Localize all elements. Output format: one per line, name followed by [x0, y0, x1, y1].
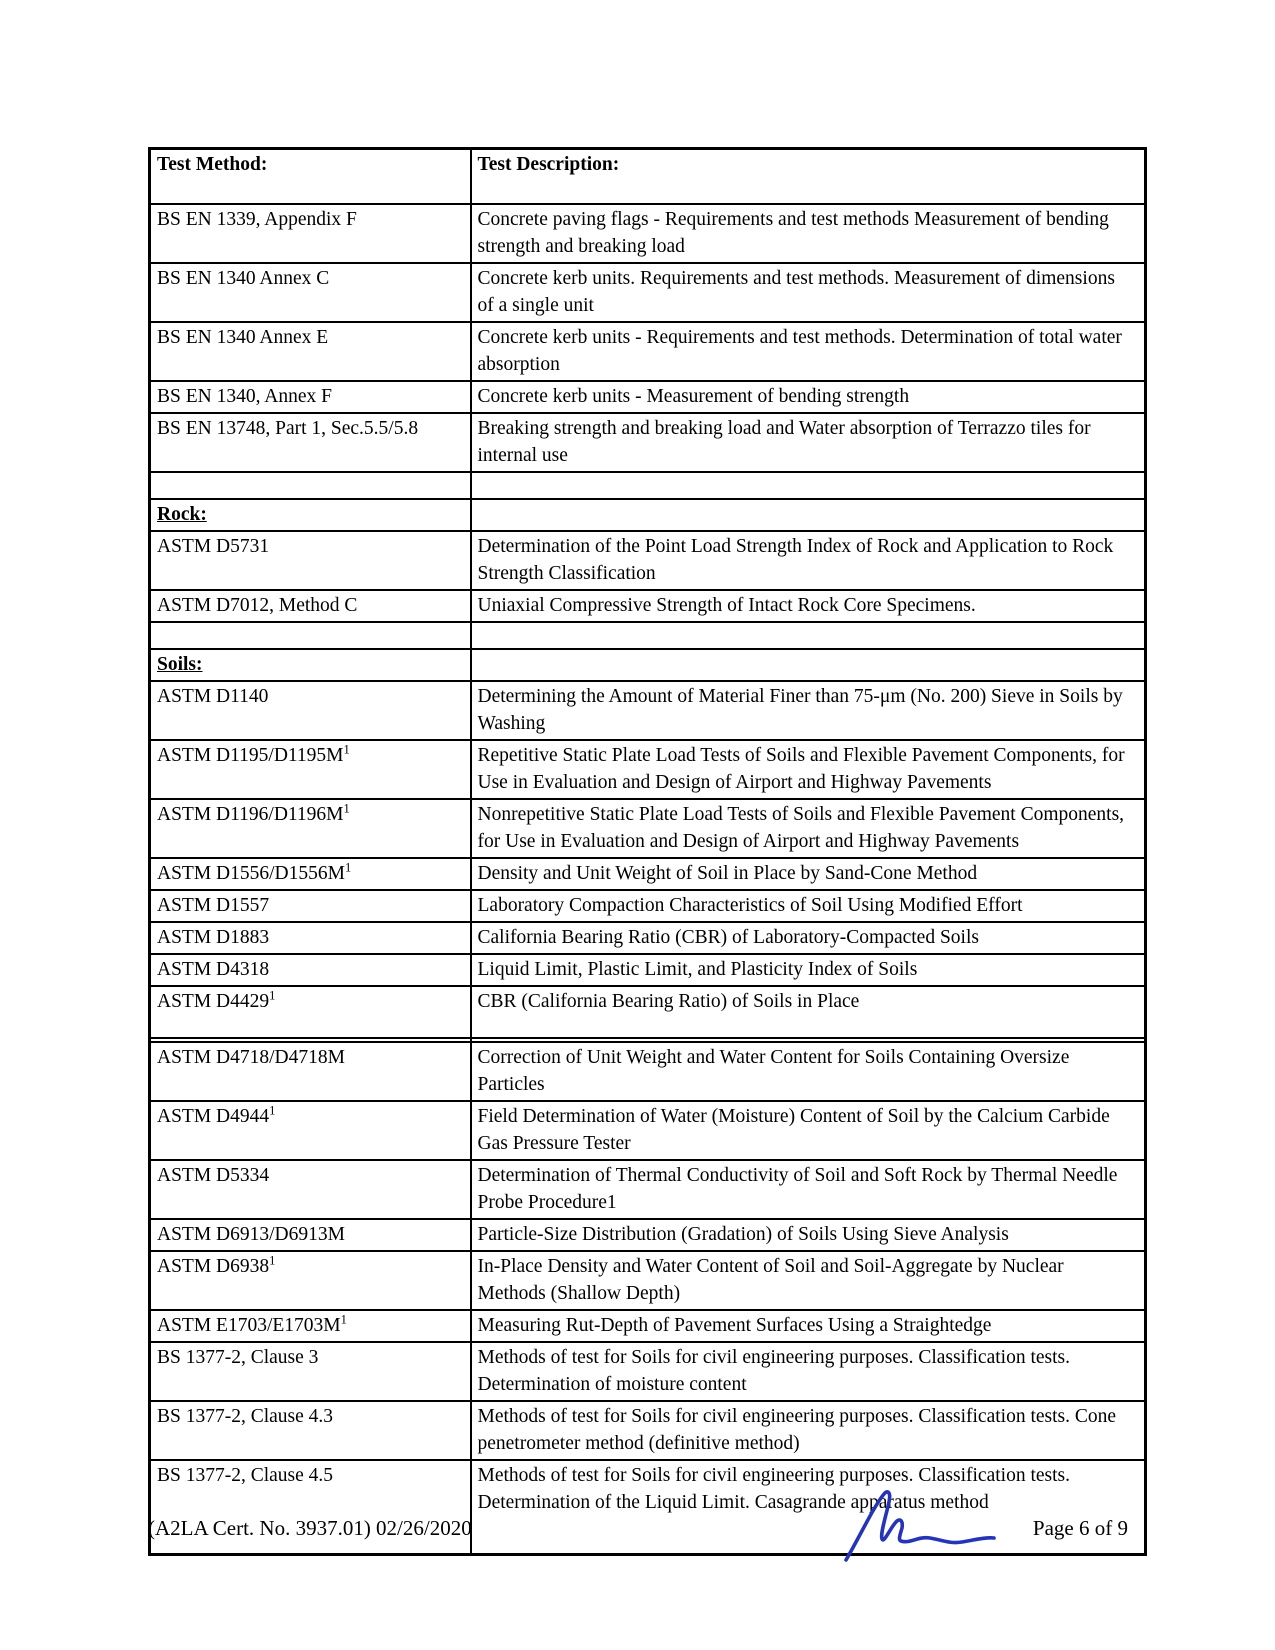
table-row [150, 1160, 1146, 1219]
method-cell-text: BS 1377-2, Clause 3 [157, 1347, 319, 1368]
description-cell-text: Determining the Amount of Material Finer than 75-μm (No. 200) Sieve in Soils by Washing [471, 681, 1146, 740]
footnote-superscript: 1 [343, 742, 350, 757]
method-cell-text: BS EN 1340, Annex F [157, 386, 332, 407]
method-cell-text: ASTM D6913/D6913M [157, 1224, 345, 1245]
description-cell-text: Nonrepetitive Static Plate Load Tests of Soils and Flexible Pavement Components, for Use in Evaluation and Design of Airport and Highway Pavements [471, 799, 1146, 858]
description-cell-text: Breaking strength and breaking load and Water absorption of Terrazzo tiles for internal use [471, 413, 1146, 472]
description-cell-text [471, 622, 1146, 649]
description-cell-text: Liquid Limit, Plastic Limit, and Plasticity Index of Soils [471, 954, 1146, 986]
description-cell-text: Determination of the Point Load Strength Index of Rock and Application to Rock Strength Classification [471, 531, 1146, 590]
method-cell-text: ASTM D4318 [157, 959, 270, 980]
description-cell-text: In-Place Density and Water Content of Soil and Soil-Aggregate by Nuclear Methods (Shallow Depth) [471, 1251, 1146, 1310]
table-row [150, 1310, 1146, 1342]
table-row [150, 413, 1146, 472]
method-cell-text: ASTM D1195/D1195M [157, 745, 344, 766]
description-cell-text: Field Determination of Water (Moisture) Content of Soil by the Calcium Carbide Gas Pressure Tester [471, 1101, 1146, 1160]
description-cell-text: Concrete paving flags - Requirements and test methods Measurement of bending strength and breaking load [471, 204, 1146, 263]
method-cell-text: ASTM D5334 [157, 1165, 270, 1186]
description-cell-text: Uniaxial Compressive Strength of Intact Rock Core Specimens. [471, 590, 1146, 622]
table-row [150, 499, 1146, 531]
description-cell-text: Laboratory Compaction Characteristics of Soil Using Modified Effort [471, 890, 1146, 922]
method-cell-text: BS EN 13748, Part 1, Sec.5.5/5.8 [157, 418, 419, 439]
description-cell-text [471, 472, 1146, 499]
description-cell-text [471, 649, 1146, 681]
table-row [150, 740, 1146, 799]
description-cell-text: Repetitive Static Plate Load Tests of Soils and Flexible Pavement Components, for Use in Evaluation and Design of Airport and Highway Pavements [471, 740, 1146, 799]
method-cell-text: ASTM D6938 [157, 1256, 270, 1277]
table-row [150, 622, 1146, 649]
method-cell-text: ASTM D4718/D4718M [157, 1047, 345, 1068]
table-row [150, 799, 1146, 858]
table-row [150, 590, 1146, 622]
table-row [150, 954, 1146, 986]
method-cell-text: ASTM D1196/D1196M [157, 804, 344, 825]
method-cell-text: BS 1377-2, Clause 4.3 [157, 1406, 334, 1427]
method-cell-text: ASTM D5731 [157, 536, 270, 557]
footnote-superscript: 1 [269, 988, 276, 1003]
footnote-superscript: 1 [269, 1253, 276, 1268]
footnote-superscript: 1 [343, 801, 350, 816]
description-cell-text: CBR (California Bearing Ratio) of Soils in Place [471, 986, 1146, 1038]
description-cell-text: California Bearing Ratio (CBR) of Laboratory-Compacted Soils [471, 922, 1146, 954]
method-cell-text: ASTM D1556/D1556M [157, 863, 345, 884]
description-cell-text: Methods of test for Soils for civil engineering purposes. Classification tests. Determination of the Liquid Limit. Casagrande apparatus method [471, 1460, 1146, 1554]
table-row [150, 986, 1146, 1038]
method-cell-text: ASTM D7012, Method C [157, 595, 358, 616]
description-cell-text: Methods of test for Soils for civil engineering purposes. Classification tests. Determination of moisture content [471, 1342, 1146, 1401]
method-cell-text: BS EN 1340 Annex C [157, 268, 330, 289]
table-row [150, 649, 1146, 681]
cert-footer-text: (A2LA Cert. No. 3937.01) 02/26/2020 [148, 1516, 472, 1540]
table-row [150, 890, 1146, 922]
method-cell-text: Soils: [157, 654, 203, 675]
test-methods-table [148, 147, 1147, 1556]
description-cell-text: Density and Unit Weight of Soil in Place by Sand-Cone Method [471, 858, 1146, 890]
description-cell-text: Concrete kerb units - Requirements and test methods. Determination of total water absorption [471, 322, 1146, 381]
description-cell-text: Concrete kerb units. Requirements and test methods. Measurement of dimensions of a single unit [471, 263, 1146, 322]
table-row [150, 922, 1146, 954]
col-header-test-description: Test Description: [471, 149, 1146, 205]
test-table-body [150, 204, 1146, 1554]
table-row [150, 858, 1146, 890]
table-row [150, 381, 1146, 413]
method-cell-text: BS EN 1339, Appendix F [157, 209, 357, 230]
description-cell-text: Concrete kerb units - Measurement of bending strength [471, 381, 1146, 413]
method-cell-text: BS EN 1340 Annex E [157, 327, 329, 348]
footnote-superscript: 1 [344, 860, 352, 875]
table-row [150, 1342, 1146, 1401]
method-cell-text: ASTM D1140 [157, 686, 269, 707]
description-cell-text: Correction of Unit Weight and Water Content for Soils Containing Oversize Particles [471, 1042, 1146, 1101]
signature-stroke [846, 1492, 994, 1560]
table-row [150, 681, 1146, 740]
footnote-superscript: 1 [340, 1312, 347, 1327]
table-row [150, 1401, 1146, 1460]
table-row [150, 472, 1146, 499]
col-header-test-method: Test Method: [150, 149, 471, 205]
page-number: Page 6 of 9 [1032, 1516, 1128, 1540]
method-cell-text: ASTM E1703/E1703M [157, 1315, 341, 1336]
description-cell-text: Measuring Rut-Depth of Pavement Surfaces Using a Straightedge [471, 1310, 1146, 1342]
description-cell-text [471, 499, 1146, 531]
footnote-superscript: 1 [269, 1103, 276, 1118]
table-row [150, 1042, 1146, 1101]
table-row [150, 1251, 1146, 1310]
table-row [150, 1219, 1146, 1251]
signature-icon [838, 1484, 1003, 1569]
method-cell-text: ASTM D4429 [157, 991, 270, 1012]
method-cell-text: BS 1377-2, Clause 4.5 [157, 1465, 334, 1486]
description-cell-text: Determination of Thermal Conductivity of Soil and Soft Rock by Thermal Needle Probe Procedure1 [471, 1160, 1146, 1219]
method-cell-text: ASTM D4944 [157, 1106, 270, 1127]
method-cell-text: ASTM D1557 [157, 895, 270, 916]
table-row [150, 1101, 1146, 1160]
table-row [150, 531, 1146, 590]
description-cell-text: Particle-Size Distribution (Gradation) of Soils Using Sieve Analysis [471, 1219, 1146, 1251]
table-row [150, 204, 1146, 263]
description-cell-text: Methods of test for Soils for civil engineering purposes. Classification tests. Cone penetrometer method (definitive method) [471, 1401, 1146, 1460]
table-header-row [150, 149, 1146, 205]
table-row [150, 322, 1146, 381]
method-cell-text: ASTM D1883 [157, 927, 270, 948]
table-row [150, 263, 1146, 322]
method-cell-text: Rock: [157, 504, 207, 525]
